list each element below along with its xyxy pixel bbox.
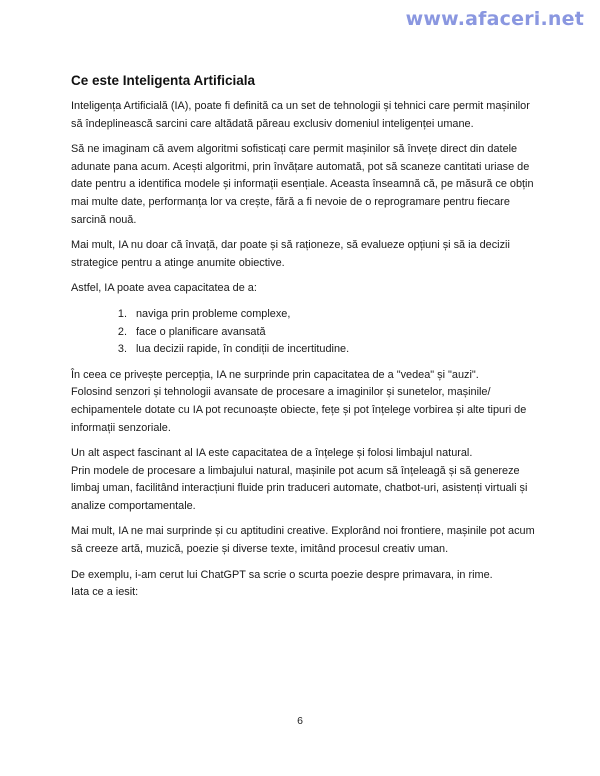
section-title: Ce este Inteligenta Artificiala [71,73,256,88]
paragraph-creativity: Mai mult, IA ne mai surprinde și cu aptitudini creative. Explorând noi frontiere, mașinile pot acum să creeze artă, muzică, poezie și diverse texte, imitând procesul creativ uman. [71,525,535,556]
list-item: 1. naviga prin probleme complexe, [130,306,541,324]
capabilities-list [71,306,541,359]
list-item: 3. lua decizii rapide, în condiții de incertitudine. [130,341,541,359]
perception-line-1: În ceea ce privește percepția, IA ne surprinde prin capacitatea de a "vedea" și "auzi". [71,368,479,381]
page-number: 6 [297,715,303,727]
natural-language-line-1: Un alt aspect fascinant al IA este capacitatea de a înțelege și folosi limbajul natural. [71,447,473,460]
paragraph-natural-language [71,445,541,515]
list-item: 2. face o planificare avansată [130,324,541,342]
paragraph-algorithms: Să ne imaginam că avem algoritmi sofisticați care permit mașinilor să învețe direct din datele adunate pana acum. Acești algoritmi, prin învățare automată, pot să scaneze cantitati uriase de date pentru a identifica modele și informații esențiale. Aceasta înseamnă că, pe măsură ce obțin mai multe date, performanța lor va crește, fără a fi nevoie de o reprogramare pentru fiecare sarcină nouă. [71,143,534,226]
perception-line-2: Folosind senzori și tehnologii avansate de procesare a imaginilor și sunetelor, mașinile/ echipamentele dotate cu IA pot recunoaște obiecte, fețe și pot înțelege vorbirea și alte tipuri de informații senzoriale. [71,386,527,434]
paragraph-definition: Inteligența Artificială (IA), poate fi definită ca un set de tehnologii și tehnici care permit mașinilor să îndeplinească sarcini care altădată păreau exclusiv domeniul inteligenței umane. [71,100,530,130]
paragraph-perception [71,367,541,437]
watermark-site-url: www.afaceri.net [405,8,584,30]
paragraph-reasoning: Mai mult, IA nu doar că învață, dar poate și să raționeze, să evalueze opțiuni și să ia decizii strategice pentru a atinge anumite obiective. [71,239,510,269]
paragraph-capabilities-intro: Astfel, IA poate avea capacitatea de a: [71,282,257,295]
example-line-1: De exemplu, i-am cerut lui ChatGPT sa scrie o scurta poezie despre primavara, in rime. [71,568,493,581]
natural-language-line-2: Prin modele de procesare a limbajului natural, mașinile pot acum să înțeleagă și să genereze limbaj uman, facilitând interacțiuni fluide prin traduceri automate, chatbot-uri, asistenți virtuali și analize comportamentale. [71,464,528,512]
paragraph-example [71,567,541,602]
example-line-2: Iata ce a iesit: [71,586,139,599]
document-body [71,72,541,610]
